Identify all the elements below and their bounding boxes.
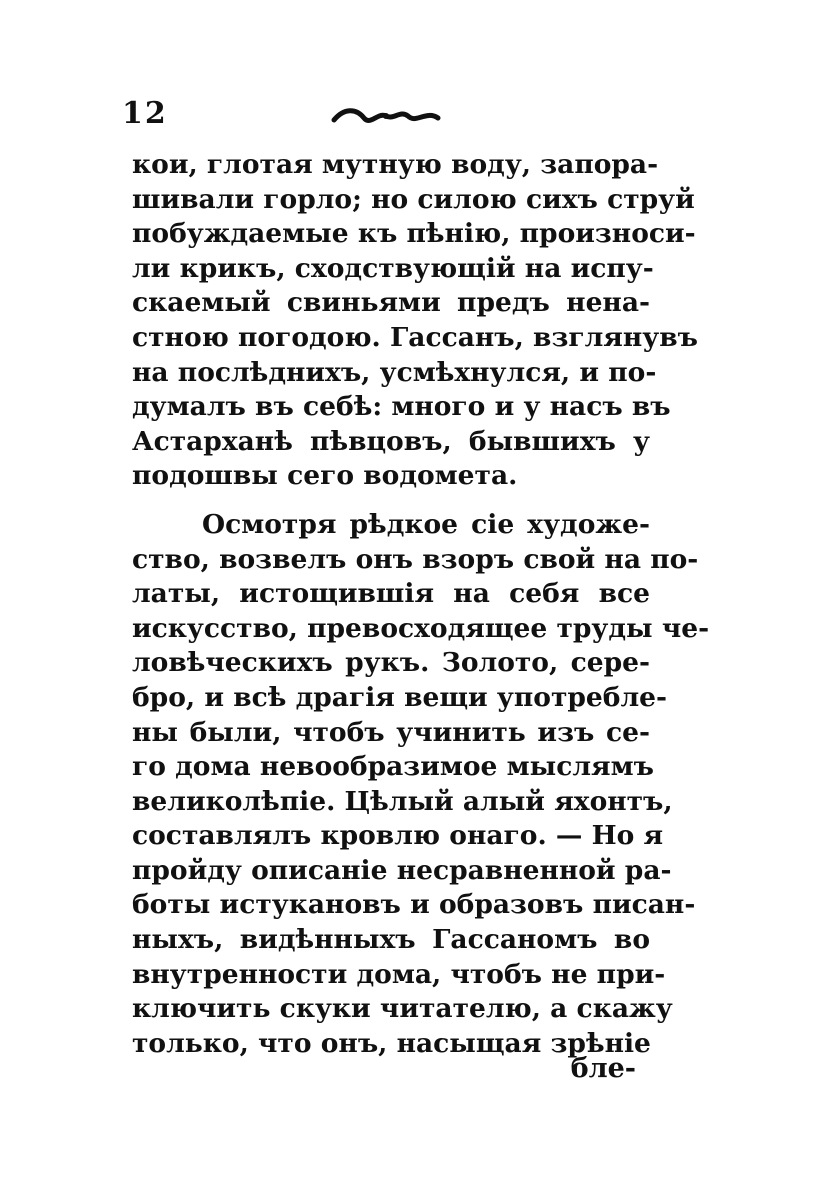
text-line: ныхъ, видѣнныхъ Гассаномъ во — [132, 924, 650, 956]
text-line: ство, возвелъ онъ взоръ свой на по- — [132, 543, 699, 575]
text-line: латы, истощившія на себя все — [132, 578, 650, 610]
text-line: только, что онъ, насыщая зрѣніе — [132, 1027, 651, 1059]
text-line: скаемый свиньями предъ нена- — [132, 287, 650, 319]
text-line: боты истукановъ и образовъ писан- — [132, 889, 696, 921]
scroll-ornament-icon — [330, 104, 442, 130]
text-line: ны были, чтобъ учинить изъ се- — [132, 716, 650, 748]
text-line: составлялъ кровлю онаго. — Но я — [132, 820, 664, 852]
paragraph-1 — [132, 148, 698, 494]
catchword: бле- — [570, 1053, 636, 1084]
text-line: ли крикъ, сходствующій на испу- — [132, 252, 654, 284]
text-line: великолѣпіе. Цѣлый алый яхонтъ, — [132, 785, 673, 817]
main-text — [132, 148, 710, 1061]
text-line: бро, и всѣ драгія вещи употребле- — [132, 681, 667, 713]
page-number: 12 — [122, 96, 168, 131]
text-line: ключить скуки читателю, а скажу — [132, 993, 673, 1025]
text-line: подошвы сего водомета. — [132, 460, 518, 492]
paragraph-2 — [132, 508, 710, 1062]
text-line: стною погодою. Гассанъ, взглянувъ — [132, 321, 698, 353]
text-line: думалъ въ себѣ: много и у насъ въ — [132, 391, 671, 423]
text-line: Астарханѣ пѣвцовъ, бывшихъ у — [132, 425, 650, 457]
text-line: кои, глотая мутную воду, запора- — [132, 149, 659, 180]
text-line: на послѣднихъ, усмѣхнулся, и по- — [132, 356, 657, 388]
text-line: ловѣческихъ рукъ. Золото, сере- — [132, 647, 650, 679]
text-line: искусство, превосходящее труды че- — [132, 612, 710, 644]
text-line: внутренности дома, чтобъ не при- — [132, 958, 666, 990]
text-line: побуждаемые къ пѣнію, произноси- — [132, 218, 696, 250]
text-line: пройду описаніе несравненной ра- — [132, 854, 672, 886]
text-line: Осмотря рѣдкое сіе художе- — [202, 508, 650, 540]
text-line: шивали горло; но силою сихъ струй — [132, 183, 695, 215]
text-line: го дома невообразимое мыслямъ — [132, 751, 654, 783]
